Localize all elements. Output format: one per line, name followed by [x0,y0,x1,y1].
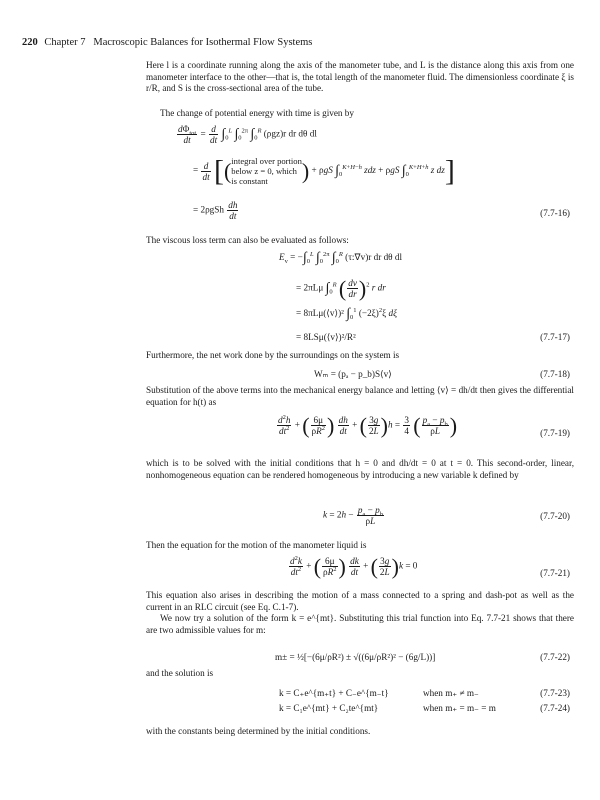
chapter-label: Chapter 7 [44,37,86,48]
paragraph-8: This equation also arises in describing the motion of a mass connected to a spring and dash-pot as well as the current in an RLC circuit (see Eq. C.1-7). [146,590,574,612]
equation-7-7-17-row4: = 8LSμ(⟨v⟩)²/R² [296,332,356,342]
equation-7-7-22: m± = ½[−(6μ/ρR²) ± √((6μ/ρR²)² − (6g/L))] [275,652,436,662]
paragraph-1: Here l is a coordinate running along the axis of the manometer tube, and L is the distance along this axis from one manometer interface to the other—that is, the total length of the manometer fluid. The dimensionless coordinate ξ is r/R, and S is the cross-sectional area of the tube. [146,60,574,93]
equation-7-7-24-condition: when m₊ = m₋ = m [423,703,496,713]
equation-7-7-16-row3: = 2ρgSh $\frac{dh}{dt}$ [193,200,238,221]
equation-7-7-18: Wₘ = (pₐ − p_b)S⟨v⟩ [314,369,392,379]
paragraph-11: with the constants being determined by the initial conditions. [146,726,371,736]
equation-7-7-17-row3: = 8πLμ(⟨v⟩)² $\int_0^1$ $(-2\xi)^2\xi$ dξ [296,306,398,322]
equation-7-7-16-row1: $\frac{d\Phi_{tot}}{dt}$ = $\frac{d}{dt}$ $\int_0^L$ $\int_0^{2\pi}$ $\int_0^R$ (ρgz)r dr dθ dl [178,124,317,145]
paragraph-9: We now try a solution of the form k = e^{mt}. Substituting this trial function into Eq. 7.7-21 shows that there are two admissible values for m: [146,613,574,635]
paragraph-6: which is to be solved with the initial conditions that h = 0 and dh/dt = 0 at t = 0. This second-order, linear, nonhomogeneous equation can be rendered homogeneous by introducing a new variable k defined by [146,458,574,480]
equation-number-7-7-18: (7.7-18) [540,369,570,379]
equation-number-7-7-16: (7.7-16) [540,208,570,218]
equation-7-7-19: $\frac{d^2h}{dt^2}$ + ( $\frac{6\mu}{\rho R^2}$ ) $\frac{dh}{dt}$ + ( $\frac{3g}{2L}$ )h = $\frac{3}{4}$ ( $\frac{p_a - p_b}{\rho L}$ ) [278,413,458,438]
equation-7-7-23-condition: when m₊ ≠ m₋ [423,688,479,698]
equation-7-7-23: k = C₊e^{m₊t} + C₋e^{m₋t} [279,688,389,698]
equation-number-7-7-17: (7.7-17) [540,332,570,342]
paragraph-2: The change of potential energy with time is given by [160,108,354,118]
paragraph-10: and the solution is [146,668,214,678]
equation-7-7-20: k = 2h − $\frac{p_a - p_b}{\rho L}$ [323,505,383,526]
equation-7-7-17-row2: = 2πLμ $\int_0^R$ ( $\frac{dv}{dr}$ )$^2$ r dr [296,276,386,301]
equation-7-7-17-row1: $E_v = -\int_0^L$ $\int_0^{2\pi}$ $\int_0^R$ (τ:∇v)r dr dθ dl [279,250,403,266]
equation-7-7-24: k = C₁e^{mt} + C₂te^{mt} [279,703,379,713]
equation-number-7-7-22: (7.7-22) [540,652,570,662]
running-header [22,37,312,48]
paragraph-3: The viscous loss term can also be evaluated as follows: [146,235,349,245]
equation-number-7-7-23: (7.7-23) [540,688,570,698]
page-number: 220 [22,37,38,48]
equation-number-7-7-21: (7.7-21) [540,568,570,578]
equation-7-7-21: $\frac{d^2k}{dt^2}$ + ( $\frac{6\mu}{\rho R^2}$ ) $\frac{dk}{dt}$ + ( $\frac{3g}{2L}$ )k = 0 [290,554,418,579]
chapter-title: Macroscopic Balances for Isothermal Flow Systems [93,37,313,48]
equation-number-7-7-20: (7.7-20) [540,511,570,521]
equation-number-7-7-19: (7.7-19) [540,428,570,438]
paragraph-4: Furthermore, the net work done by the surroundings on the system is [146,350,400,360]
paragraph-5: Substitution of the above terms into the mechanical energy balance and letting ⟨v⟩ = dh/dt then gives the differential equation for h(t) as [146,385,574,407]
equation-7-7-16-row2: = $\frac{d}{dt}$ [( integral over portion below z = 0, which is constant ) + ρgS $\int_0^{K+H-h}$ zdz + ρgS $\int_0^{K+H+h}$ z dz] [193,154,455,188]
paragraph-7: Then the equation for the motion of the manometer liquid is [146,540,367,550]
equation-number-7-7-24: (7.7-24) [540,703,570,713]
